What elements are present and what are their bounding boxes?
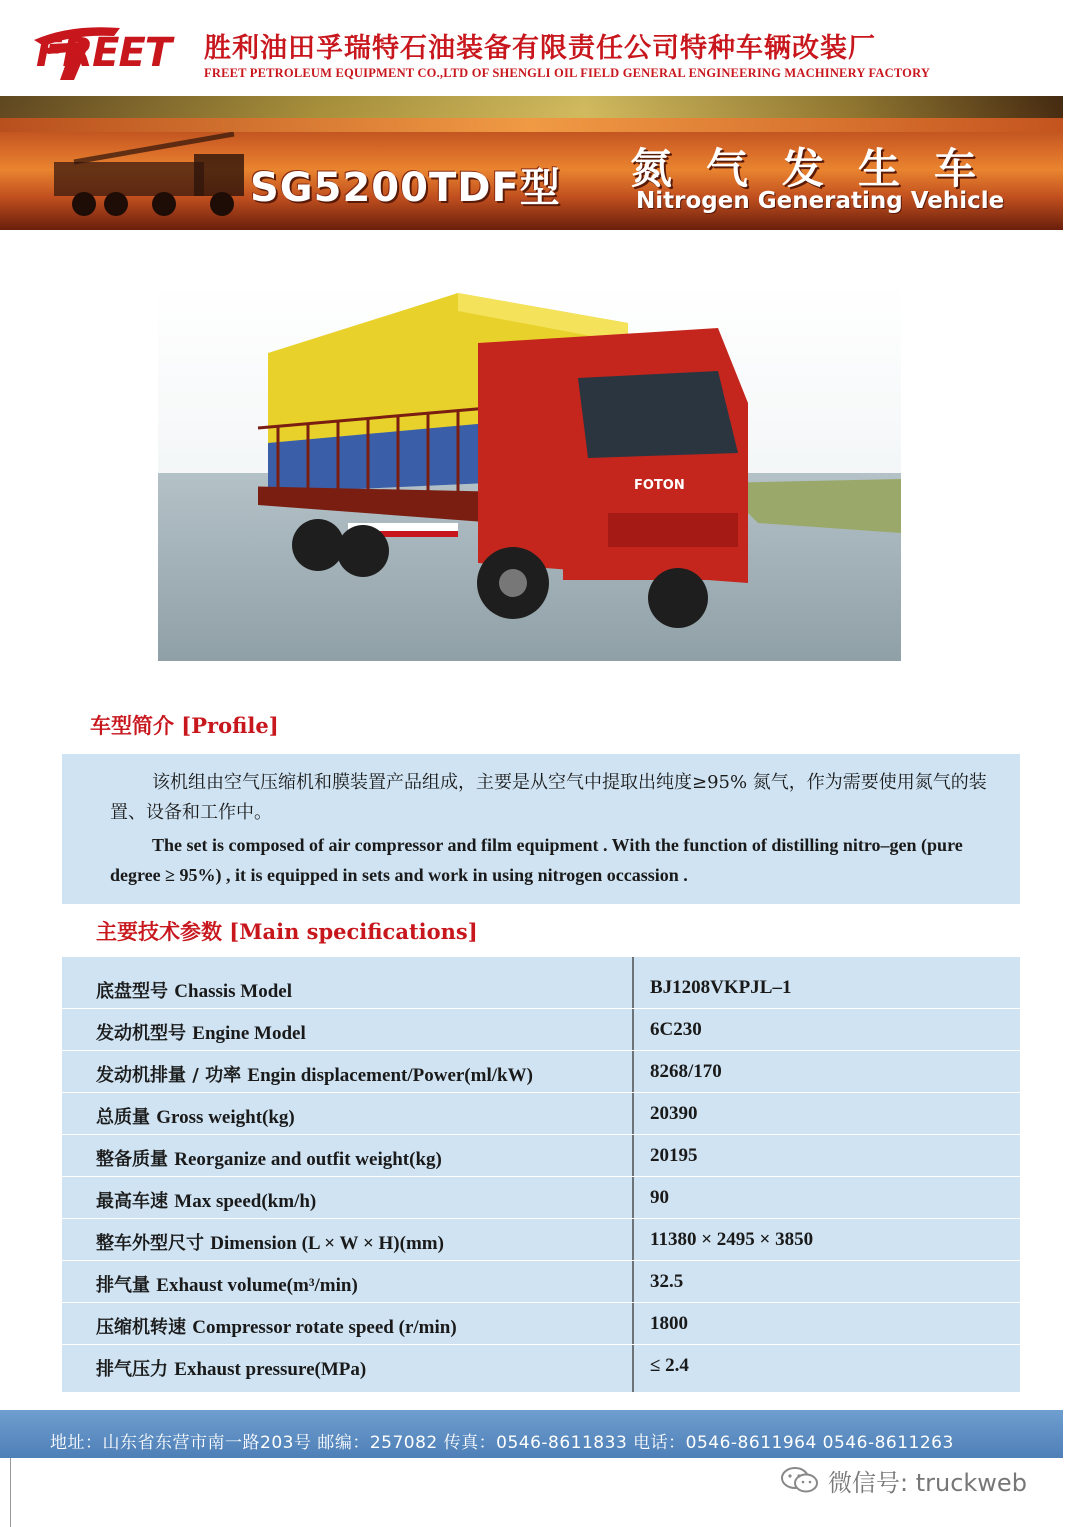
title-banner	[0, 96, 1063, 230]
spec-value: ≤ 2.4	[650, 1355, 689, 1376]
spec-label: 总质量 Gross weight(kg)	[96, 1107, 295, 1128]
footer-contact-text: 地址：山东省东营市南一路203号 邮编：257082 传真：0546-8611833 电话：0546-8611964 0546-8611263	[50, 1433, 954, 1453]
spec-row	[62, 1093, 1020, 1135]
spec-table	[62, 957, 1020, 1392]
spec-row	[62, 1261, 1020, 1303]
foton-brand-text: FOTON	[634, 478, 685, 493]
company-name-en: FREET PETROLEUM EQUIPMENT CO.,LTD OF SHENGLI OIL FIELD GENERAL ENGINEERING MACHINERY FACTORY	[204, 66, 931, 80]
banner-stripe	[0, 118, 1063, 132]
spec-row	[62, 967, 1020, 1009]
profile-heading: 车型简介 [Profile]	[90, 713, 279, 738]
vehicle-photo	[158, 283, 901, 661]
spec-label: 发动机排量 / 功率 Engin displacement/Power(ml/kW)	[96, 1065, 533, 1086]
profile-text-en: The set is composed of air compressor and film equipment . With the function of distilling nitro–gen (pure degree ≥ 95%) , it is equipped in sets and work in using nitrogen occassion .	[110, 835, 963, 885]
spec-value: 20390	[650, 1103, 698, 1124]
spec-row	[62, 1009, 1020, 1051]
page-edge-rule	[10, 1458, 11, 1527]
vehicle-title-cn: 氮气发生车	[630, 144, 1011, 193]
spec-value: 32.5	[650, 1271, 684, 1292]
spec-row	[62, 1135, 1020, 1177]
spec-label: 压缩机转速 Compressor rotate speed (r/min)	[96, 1317, 457, 1338]
spec-value: BJ1208VKPJL–1	[650, 977, 792, 998]
spec-value: 8268/170	[650, 1061, 722, 1082]
footer-bar	[0, 1410, 1063, 1458]
spec-label: 排气压力 Exhaust pressure(MPa)	[96, 1359, 367, 1380]
company-name-cn: 胜利油田孚瑞特石油装备有限责任公司特种车辆改装厂	[204, 33, 876, 64]
banner-truck-icon	[44, 132, 254, 224]
spec-row	[62, 1177, 1020, 1219]
spec-row	[62, 1303, 1020, 1345]
spec-label: 最高车速 Max speed(km/h)	[96, 1191, 317, 1212]
spec-label: 整车外型尺寸 Dimension (L × W × H)(mm)	[96, 1233, 444, 1254]
spec-label: 发动机型号 Engine Model	[96, 1023, 306, 1044]
logo-text: FREET	[36, 30, 172, 76]
spec-value: 20195	[650, 1145, 698, 1166]
spec-row	[62, 1219, 1020, 1261]
profile-box	[62, 754, 1020, 904]
spec-label: 排气量 Exhaust volume(m³/min)	[96, 1275, 358, 1296]
wechat-id-text: 微信号: truckweb	[828, 1468, 1027, 1497]
banner-stripe	[0, 96, 1063, 118]
spec-value: 90	[650, 1187, 669, 1208]
spec-value: 6C230	[650, 1019, 702, 1040]
header	[0, 0, 1080, 96]
spec-value: 1800	[650, 1313, 688, 1334]
spec-label: 底盘型号 Chassis Model	[96, 981, 292, 1002]
wechat-watermark	[780, 1462, 1027, 1498]
spec-label: 整备质量 Reorganize and outfit weight(kg)	[96, 1149, 442, 1170]
truck-illustration	[158, 283, 901, 661]
spec-row	[62, 1051, 1020, 1093]
spec-value: 11380 × 2495 × 3850	[650, 1229, 814, 1250]
model-code: SG5200TDF型	[250, 165, 561, 211]
profile-text-cn: 该机组由空气压缩机和膜装置产品组成，主要是从空气中提取出纯度≥95% 氮气，作为需要使用氮气的装置、设备和工作中。	[110, 772, 987, 823]
specs-heading: 主要技术参数 [Main specifications]	[96, 919, 478, 944]
wechat-icon	[780, 1465, 820, 1495]
vehicle-title-en: Nitrogen Generating Vehicle	[636, 188, 1005, 214]
spec-row	[62, 1345, 1020, 1387]
